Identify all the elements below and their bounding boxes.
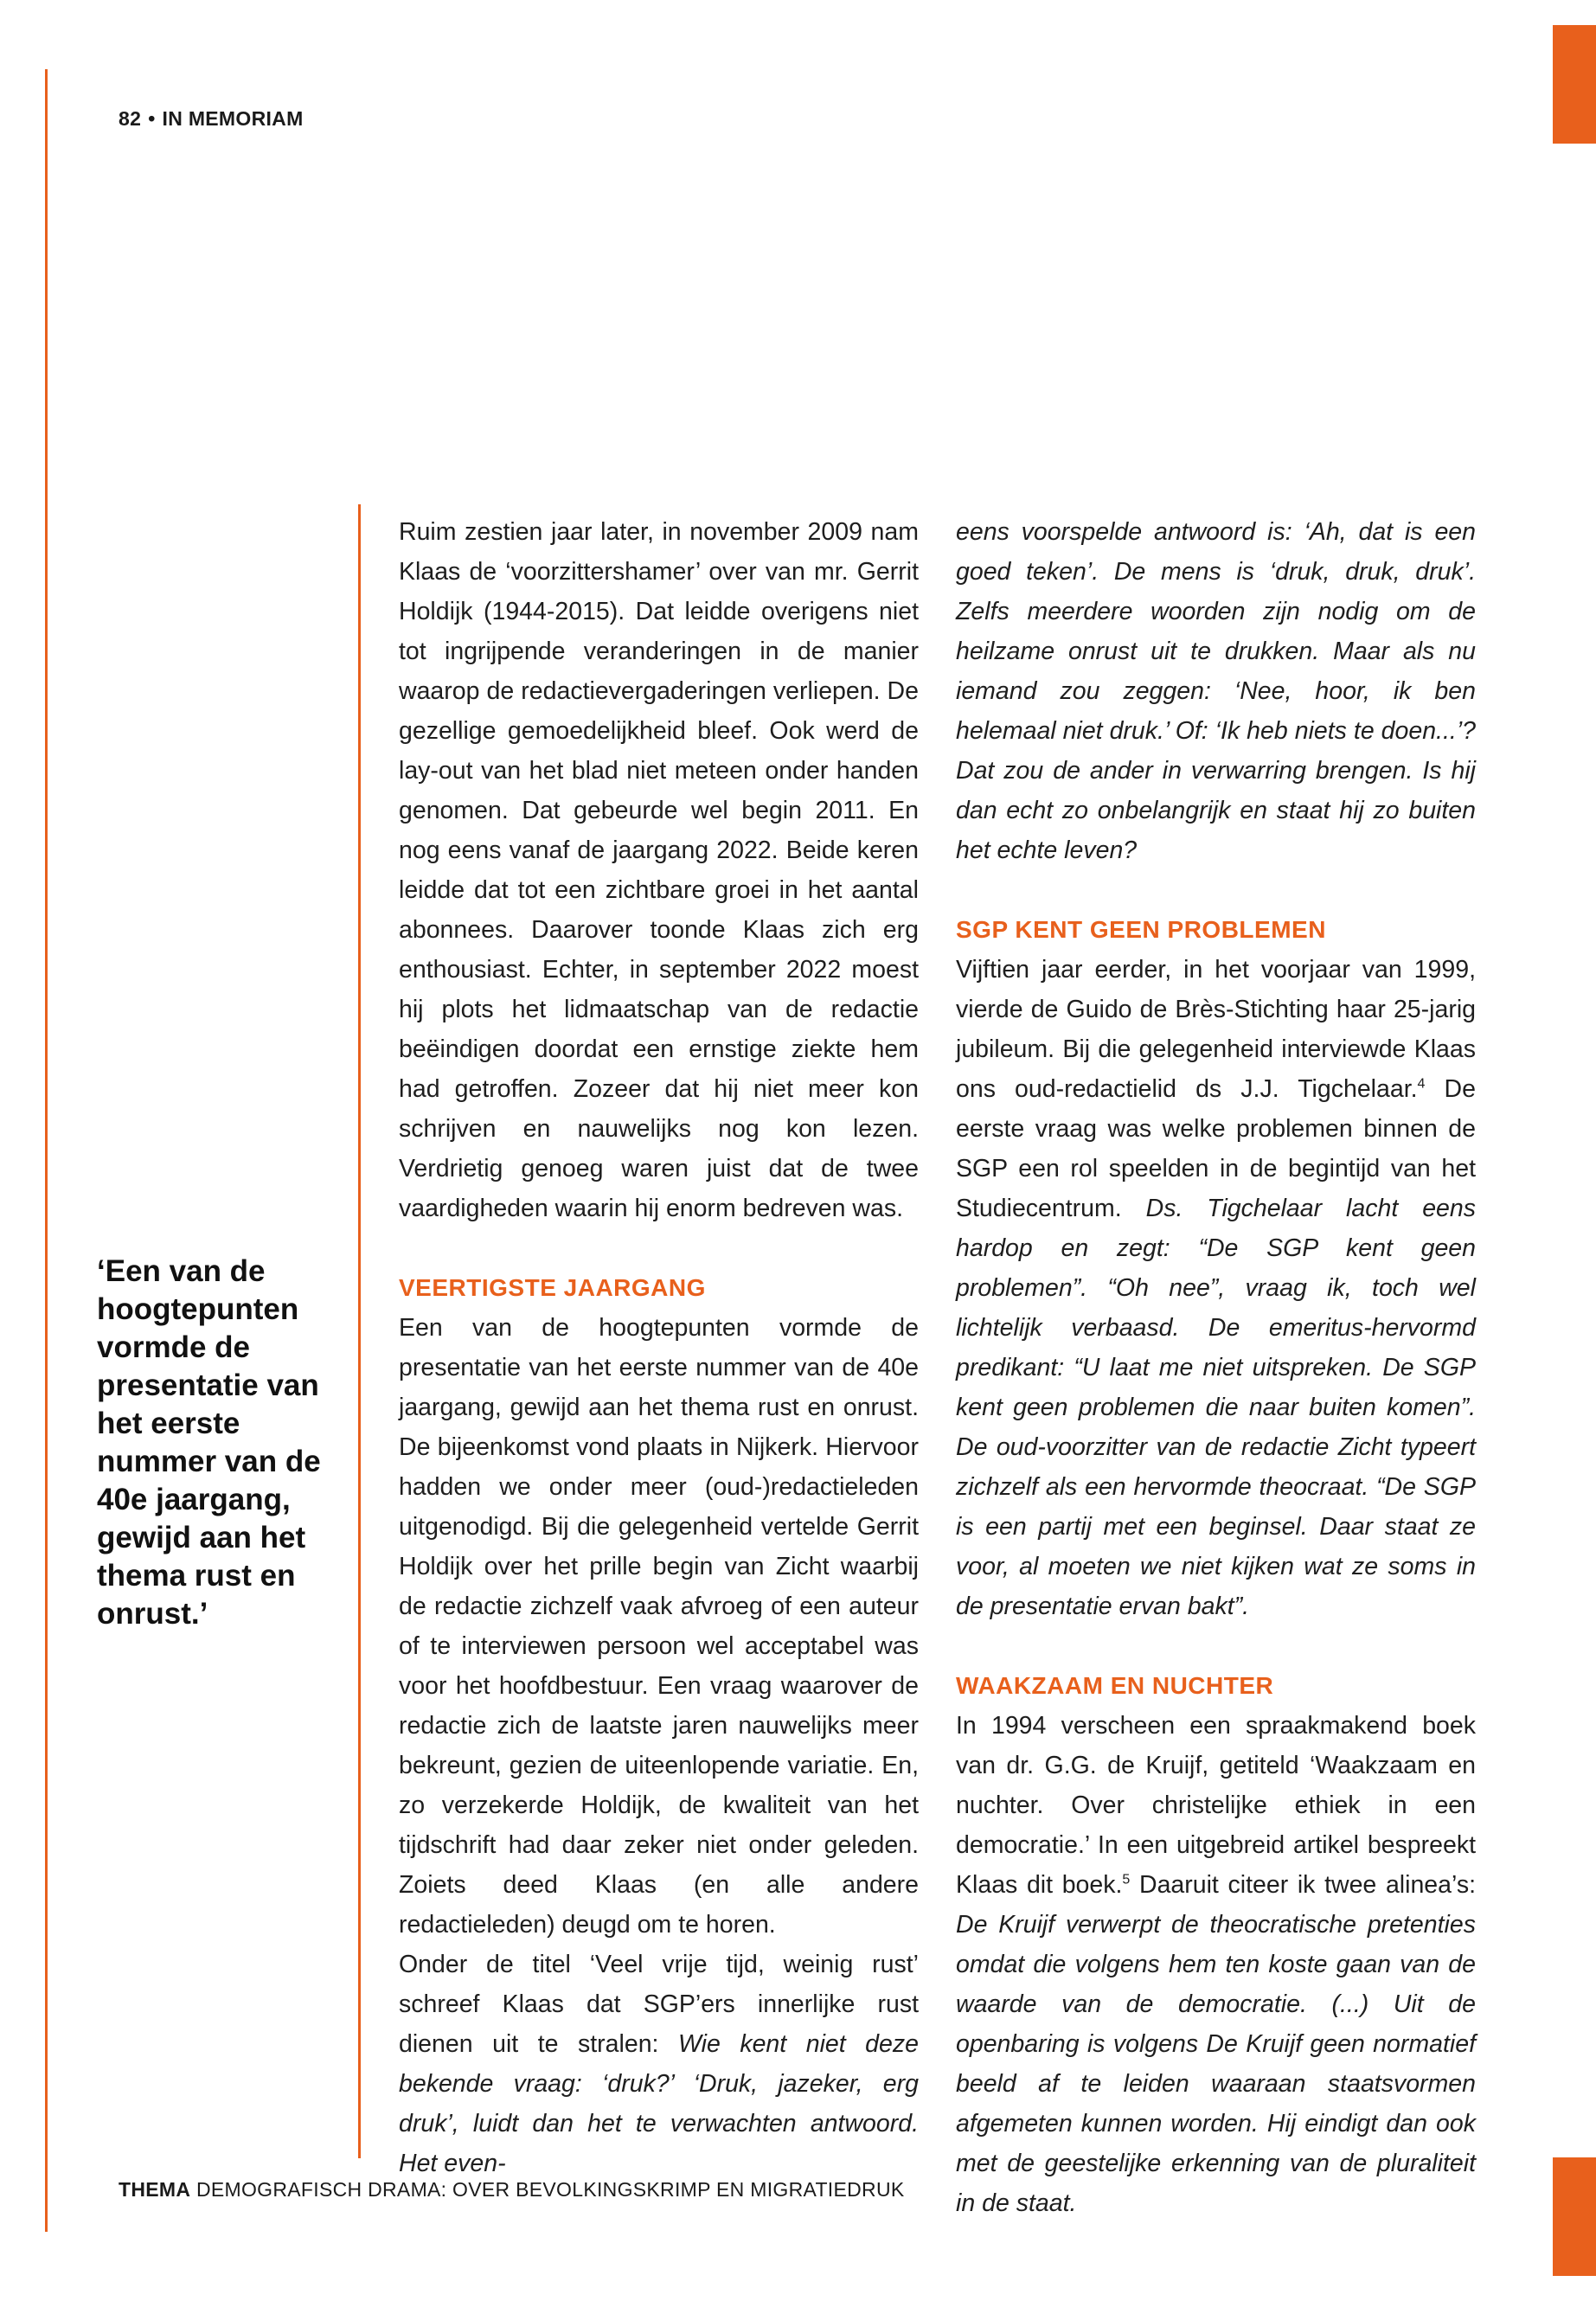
section-title: IN MEMORIAM bbox=[162, 107, 304, 130]
pull-quote: ‘Een van de hoogtepunten vormde de presentatie van het eerste nummer van de 40e jaargang, gewijd aan het thema rust en onrust.’ bbox=[97, 1254, 321, 1631]
section-heading: SGP KENT GEEN PROBLEMEN bbox=[956, 916, 1326, 943]
section-heading: VEERTIGSTE JAARGANG bbox=[399, 1274, 706, 1301]
margin-rule bbox=[45, 69, 48, 2232]
running-footer bbox=[119, 2178, 905, 2202]
footer-title: DEMOGRAFISCH DRAMA: OVER BEVOLKINGSKRIMP EN MIGRATIEDRUK bbox=[195, 2178, 905, 2201]
paragraph bbox=[956, 1706, 1476, 2223]
paragraph: Een van de hoogtepunten vormde de presentatie van het eerste nummer van de 40e jaargang, gewijd aan het thema rust en onrust. De bijeenkomst vond plaats in Nijkerk. Hiervoor hadden we onder meer (oud-)redactieleden uitgenodigd. Bij die gelegenheid vertelde Gerrit Holdijk over het prille begin van Zicht waarbij de redactie zichzelf vaak afvroeg of een auteur of te interviewen persoon wel acceptabel was voor het hoofdbestuur. Een vraag waarover de redactie zich de laatste jaren nauwelijks meer bekreunt, gezien de uiteenlopende variatie. En, zo verzekerde Holdijk, de kwaliteit van het tijdschrift had daar zeker niet onder geleden. Zoiets deed Klaas (en alle andere redactieleden) deugd om te horen. bbox=[399, 1314, 919, 1939]
paragraph bbox=[956, 950, 1476, 1626]
paragraph: Ruim zestien jaar later, in november 2009 nam Klaas de ‘voorzittershamer’ over van mr. Gerrit Holdijk (1944-2015). Dat leidde overigens niet tot ingrijpende veranderingen in de manier waarop de redactievergaderingen verliepen. De gezellige gemoedelijkheid bleef. Ook werd de lay-out van het blad niet meteen onder handen genomen. Dat gebeurde wel begin 2011. En nog eens vanaf de jaargang 2022. Beide keren leidde dat tot een zichtbare groei in het aantal abonnees. Daarover toonde Klaas zich erg enthousiast. Echter, in september 2022 moest hij plots het lidmaatschap van de redactie beëindigen doordat een ernstige ziekte hem had getroffen. Zozeer dat hij niet meer kon schrijven en nauwelijks nog kon lezen. Verdrietig genoeg waren juist dat de twee vaardigheden waarin hij enorm bedreven was. bbox=[399, 518, 919, 1222]
article-column-2 bbox=[956, 512, 1476, 2223]
paragraph-text: Daaruit citeer ik twee alinea’s: bbox=[1130, 1871, 1476, 1899]
corner-tab-bottom bbox=[1553, 2157, 1596, 2276]
paragraph-text: Vijftien jaar eerder, in het voorjaar van 1999, vierde de Guido de Brès-Stichting haar 25-jarig jubileum. Bij die gelegenheid interviewde Klaas ons oud-redactielid ds J.J. Tigchelaar. bbox=[956, 956, 1476, 1103]
paragraph bbox=[399, 1945, 919, 2183]
article-column-1 bbox=[399, 512, 919, 2183]
section-heading: WAAKZAAM EN NUCHTER bbox=[956, 1672, 1274, 1699]
page-number: 82 bbox=[119, 107, 142, 130]
paragraph bbox=[956, 512, 1476, 870]
header-separator: • bbox=[148, 107, 156, 130]
footnote-ref[interactable]: 5 bbox=[1122, 1872, 1131, 1888]
paragraph-text: Onder de titel ‘Veel vrije tijd, weinig rust’ schreef Klaas dat SGP’ers innerlijke rust dienen uit te stralen: bbox=[399, 1951, 919, 2058]
quoted-text: Wie kent niet deze bekende vraag: ‘druk?’ ‘Druk, jazeker, erg druk’, luidt dan het te verwachten antwoord. Het even- bbox=[399, 2030, 919, 2177]
paragraph-text: De eerste vraag was welke problemen binnen de SGP een rol speelden in de begintijd van het Studiecentrum. bbox=[956, 1075, 1476, 1222]
running-header bbox=[119, 107, 304, 131]
paragraph-text: In 1994 verscheen een spraakmakend boek van dr. G.G. de Kruijf, getiteld ‘Waakzaam en nuchter. Over christelijke ethiek in een democratie.’ In een uitgebreid artikel bespreekt Klaas dit boek. bbox=[956, 1712, 1476, 1899]
quoted-text: eens voorspelde antwoord is: ‘Ah, dat is een goed teken’. De mens is ‘druk, druk, druk’. Zelfs meerdere woorden zijn nodig om de heilzame onrust uit te drukken. Maar als nu iemand zou zeggen: ‘Nee, hoor, ik ben helemaal niet druk.’ Of: ‘Ik heb niets te doen...’? Dat zou de ander in verwarring brengen. Is hij dan echt zo onbelangrijk en staat hij zo buiten het echte leven? bbox=[956, 518, 1476, 864]
footnote-ref[interactable]: 4 bbox=[1417, 1076, 1426, 1092]
quoted-text: Ds. Tigchelaar lacht eens hardop en zegt: “De SGP kent geen problemen”. “Oh nee”, vraag ik, toch wel lichtelijk verbaasd. De emeritus-hervormd predikant: “U laat me niet uitspreken. De SGP kent geen problemen die naar buiten komen”. De oud-voorzitter van de redactie Zicht typeert zichzelf als een hervormde theocraat. “De SGP is een partij met een beginsel. Daar staat ze voor, al moeten we niet kijken wat ze soms in de presentatie ervan bakt”. bbox=[956, 1195, 1476, 1620]
quoted-text: De Kruijf verwerpt de theocratische pretenties omdat die volgens hem ten koste gaan van de waarde van de democratie. (...) Uit de openbaring is volgens De Kruijf geen normatief beeld af te leiden waaraan staatsvormen afgemeten kunnen worden. Hij eindigt dan ook met de geestelijke erkenning van de pluraliteit in de staat. bbox=[956, 1911, 1476, 2217]
footer-label: THEMA bbox=[119, 2178, 191, 2201]
column-rule bbox=[358, 504, 361, 2158]
corner-tab-top bbox=[1553, 25, 1596, 144]
